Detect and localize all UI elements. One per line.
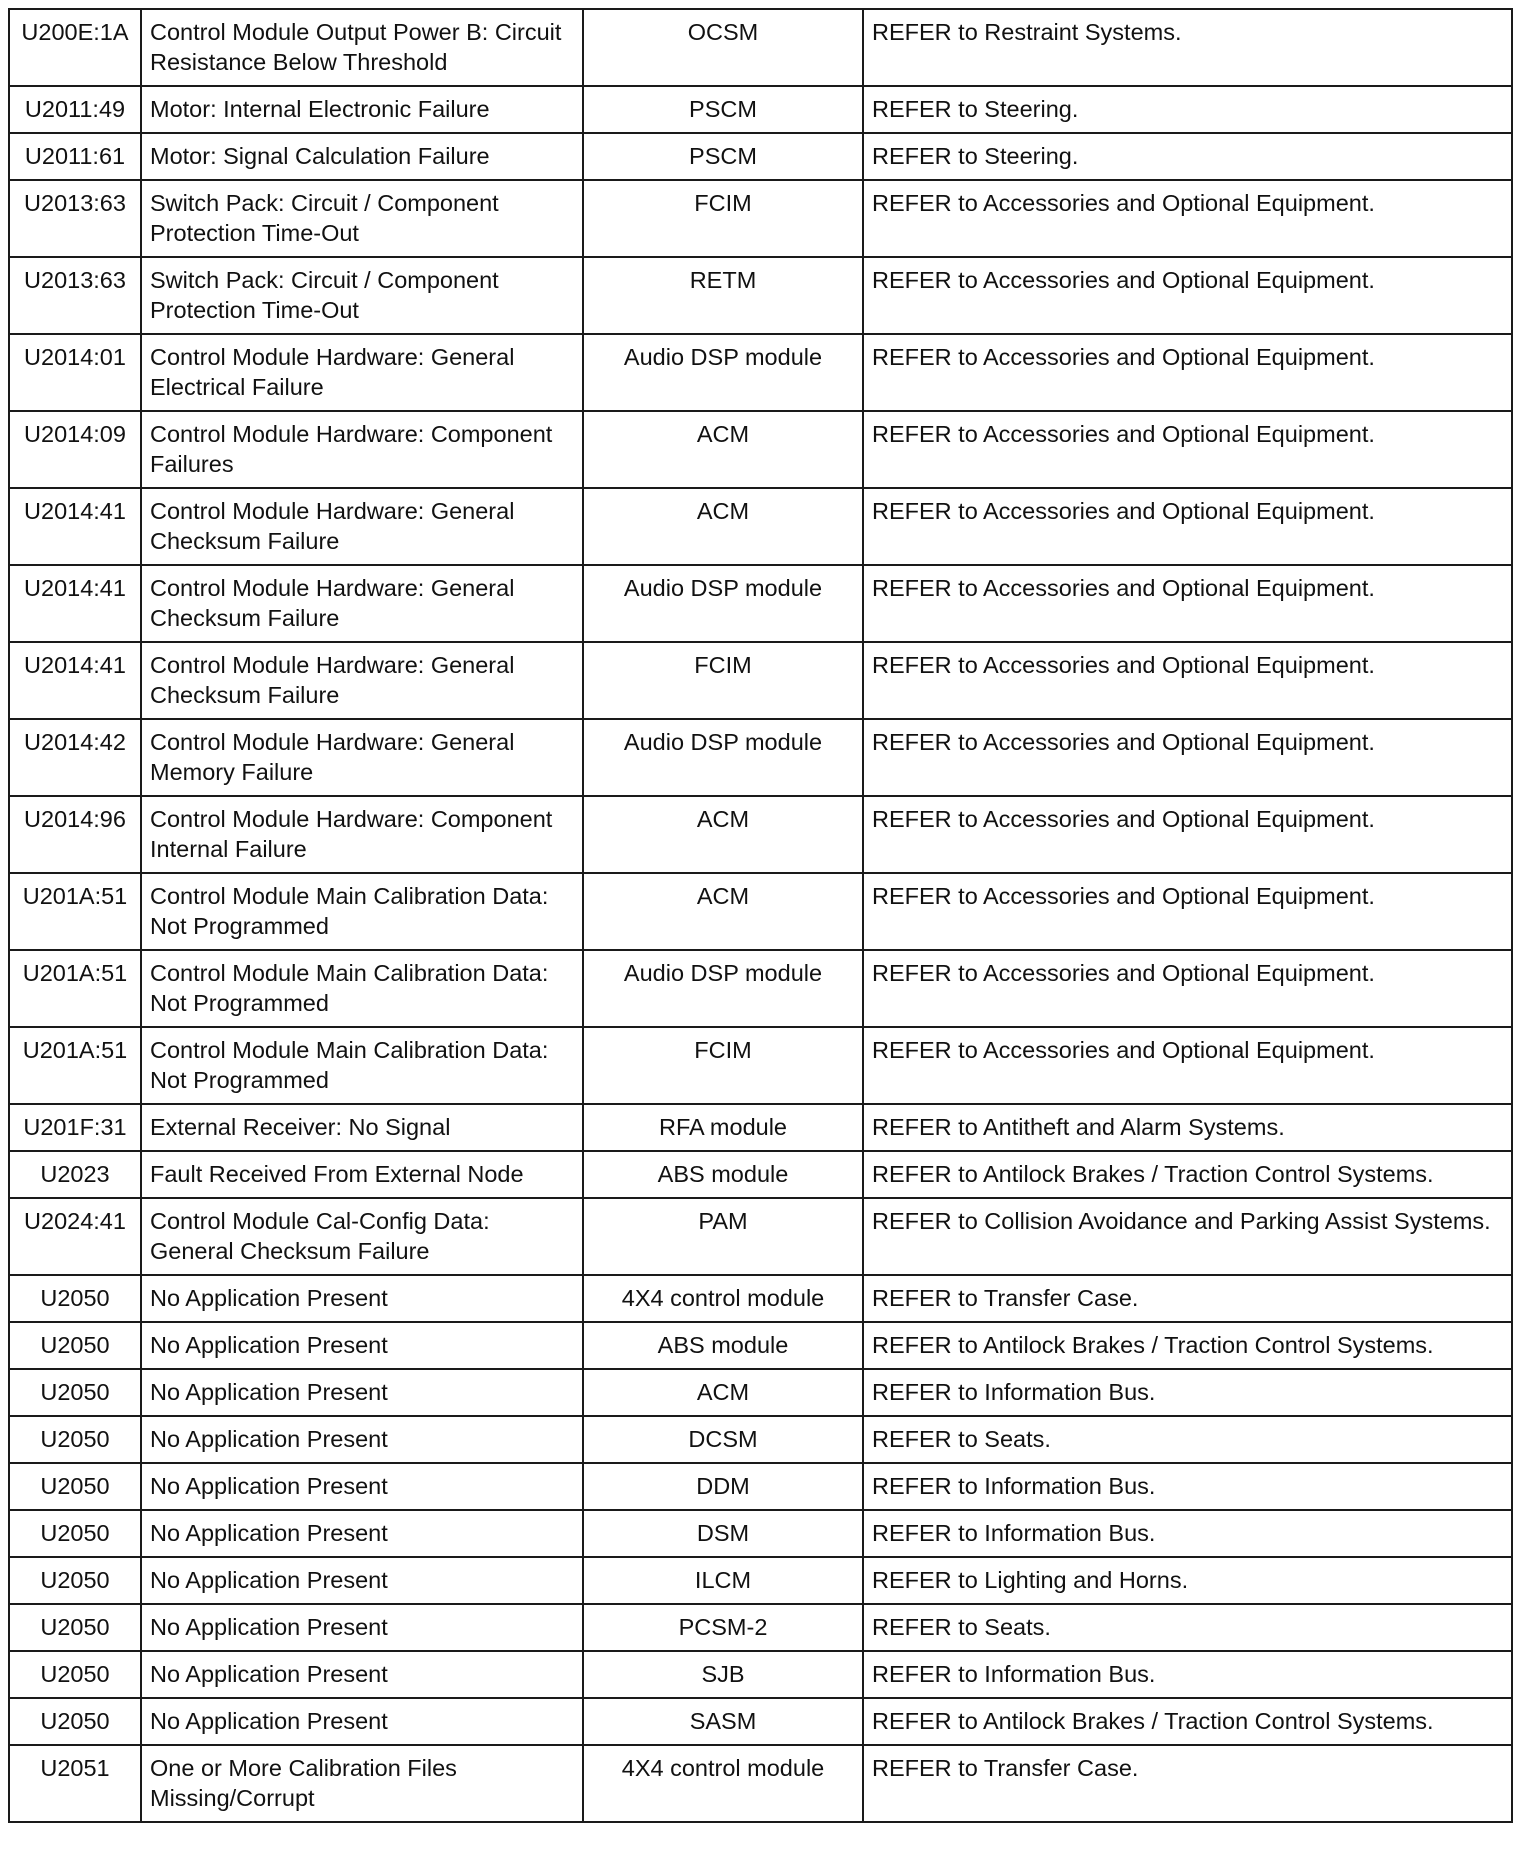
dtc-code-cell: U2023 [9,1151,141,1198]
dtc-module-cell: Audio DSP module [583,950,863,1027]
dtc-description-cell: No Application Present [141,1557,583,1604]
dtc-code-cell: U2050 [9,1557,141,1604]
dtc-description-cell: Motor: Internal Electronic Failure [141,86,583,133]
table-row [9,1416,1512,1463]
table-row [9,1198,1512,1275]
dtc-action-cell: REFER to Antilock Brakes / Traction Control Systems. [863,1151,1512,1198]
table-row [9,1651,1512,1698]
dtc-module-cell: FCIM [583,642,863,719]
dtc-action-cell: REFER to Information Bus. [863,1369,1512,1416]
dtc-description-cell: Control Module Hardware: General Checksum Failure [141,565,583,642]
dtc-module-cell: ILCM [583,1557,863,1604]
dtc-description-cell: Control Module Cal-Config Data: General Checksum Failure [141,1198,583,1275]
dtc-module-cell: ACM [583,1369,863,1416]
dtc-module-cell: ACM [583,796,863,873]
dtc-description-cell: Control Module Hardware: General Checksum Failure [141,642,583,719]
dtc-action-cell: REFER to Restraint Systems. [863,9,1512,86]
dtc-action-cell: REFER to Transfer Case. [863,1745,1512,1822]
dtc-code-cell: U201A:51 [9,873,141,950]
dtc-action-cell: REFER to Information Bus. [863,1510,1512,1557]
dtc-action-cell: REFER to Antilock Brakes / Traction Control Systems. [863,1698,1512,1745]
table-row [9,1463,1512,1510]
dtc-code-cell: U2050 [9,1698,141,1745]
dtc-description-cell: External Receiver: No Signal [141,1104,583,1151]
dtc-code-cell: U2011:61 [9,133,141,180]
dtc-action-cell: REFER to Antitheft and Alarm Systems. [863,1104,1512,1151]
dtc-description-cell: Control Module Hardware: General Memory Failure [141,719,583,796]
dtc-module-cell: PAM [583,1198,863,1275]
dtc-action-cell: REFER to Transfer Case. [863,1275,1512,1322]
dtc-module-cell: SASM [583,1698,863,1745]
dtc-code-cell: U2013:63 [9,257,141,334]
dtc-action-cell: REFER to Seats. [863,1416,1512,1463]
table-row [9,1369,1512,1416]
dtc-module-cell: Audio DSP module [583,334,863,411]
table-row [9,488,1512,565]
dtc-module-cell: ACM [583,411,863,488]
dtc-action-cell: REFER to Steering. [863,86,1512,133]
dtc-code-cell: U2050 [9,1651,141,1698]
dtc-description-cell: Control Module Main Calibration Data: Not Programmed [141,950,583,1027]
table-row [9,1104,1512,1151]
dtc-code-cell: U2050 [9,1275,141,1322]
dtc-module-cell: FCIM [583,180,863,257]
dtc-action-cell: REFER to Collision Avoidance and Parking Assist Systems. [863,1198,1512,1275]
dtc-action-cell: REFER to Antilock Brakes / Traction Control Systems. [863,1322,1512,1369]
table-row [9,950,1512,1027]
dtc-code-cell: U2050 [9,1369,141,1416]
dtc-description-cell: No Application Present [141,1604,583,1651]
dtc-table [8,8,1513,1823]
dtc-action-cell: REFER to Accessories and Optional Equipment. [863,411,1512,488]
dtc-module-cell: DDM [583,1463,863,1510]
table-row [9,1322,1512,1369]
dtc-description-cell: Control Module Output Power B: Circuit Resistance Below Threshold [141,9,583,86]
dtc-action-cell: REFER to Accessories and Optional Equipment. [863,873,1512,950]
dtc-description-cell: No Application Present [141,1416,583,1463]
dtc-description-cell: Control Module Hardware: General Electrical Failure [141,334,583,411]
dtc-action-cell: REFER to Accessories and Optional Equipment. [863,257,1512,334]
dtc-description-cell: One or More Calibration Files Missing/Corrupt [141,1745,583,1822]
dtc-module-cell: PSCM [583,133,863,180]
table-row [9,1698,1512,1745]
dtc-action-cell: REFER to Accessories and Optional Equipment. [863,719,1512,796]
dtc-description-cell: No Application Present [141,1369,583,1416]
table-row [9,719,1512,796]
table-row [9,796,1512,873]
dtc-description-cell: Switch Pack: Circuit / Component Protection Time-Out [141,180,583,257]
table-row [9,565,1512,642]
dtc-code-cell: U2011:49 [9,86,141,133]
dtc-module-cell: SJB [583,1651,863,1698]
dtc-action-cell: REFER to Steering. [863,133,1512,180]
dtc-module-cell: OCSM [583,9,863,86]
dtc-description-cell: No Application Present [141,1698,583,1745]
dtc-module-cell: DSM [583,1510,863,1557]
table-row [9,9,1512,86]
dtc-code-cell: U2050 [9,1322,141,1369]
table-row [9,180,1512,257]
dtc-code-cell: U2014:96 [9,796,141,873]
dtc-code-cell: U201A:51 [9,950,141,1027]
dtc-module-cell: ACM [583,488,863,565]
dtc-action-cell: REFER to Accessories and Optional Equipment. [863,796,1512,873]
dtc-module-cell: Audio DSP module [583,719,863,796]
dtc-code-cell: U2013:63 [9,180,141,257]
table-row [9,1604,1512,1651]
dtc-module-cell: ACM [583,873,863,950]
table-row [9,1557,1512,1604]
dtc-action-cell: REFER to Accessories and Optional Equipment. [863,180,1512,257]
dtc-module-cell: DCSM [583,1416,863,1463]
dtc-action-cell: REFER to Accessories and Optional Equipment. [863,565,1512,642]
table-row [9,1745,1512,1822]
dtc-code-cell: U2050 [9,1463,141,1510]
dtc-module-cell: Audio DSP module [583,565,863,642]
dtc-code-cell: U2014:41 [9,642,141,719]
dtc-module-cell: 4X4 control module [583,1275,863,1322]
dtc-module-cell: ABS module [583,1151,863,1198]
dtc-module-cell: ABS module [583,1322,863,1369]
dtc-description-cell: Control Module Hardware: Component Failures [141,411,583,488]
dtc-description-cell: Control Module Main Calibration Data: Not Programmed [141,1027,583,1104]
table-row [9,257,1512,334]
dtc-description-cell: No Application Present [141,1463,583,1510]
dtc-action-cell: REFER to Seats. [863,1604,1512,1651]
dtc-action-cell: REFER to Accessories and Optional Equipment. [863,1027,1512,1104]
table-row [9,1151,1512,1198]
dtc-code-cell: U201F:31 [9,1104,141,1151]
dtc-code-cell: U2014:09 [9,411,141,488]
table-row [9,1275,1512,1322]
dtc-code-cell: U2050 [9,1416,141,1463]
dtc-code-cell: U200E:1A [9,9,141,86]
table-row [9,873,1512,950]
dtc-code-cell: U2050 [9,1604,141,1651]
table-row [9,642,1512,719]
dtc-module-cell: RFA module [583,1104,863,1151]
dtc-description-cell: Control Module Hardware: General Checksum Failure [141,488,583,565]
dtc-description-cell: No Application Present [141,1510,583,1557]
dtc-description-cell: Control Module Main Calibration Data: Not Programmed [141,873,583,950]
dtc-description-cell: Fault Received From External Node [141,1151,583,1198]
dtc-action-cell: REFER to Information Bus. [863,1651,1512,1698]
dtc-code-cell: U201A:51 [9,1027,141,1104]
table-row [9,86,1512,133]
dtc-action-cell: REFER to Information Bus. [863,1463,1512,1510]
dtc-code-cell: U2050 [9,1510,141,1557]
dtc-module-cell: 4X4 control module [583,1745,863,1822]
dtc-action-cell: REFER to Accessories and Optional Equipment. [863,488,1512,565]
dtc-module-cell: PSCM [583,86,863,133]
dtc-action-cell: REFER to Accessories and Optional Equipment. [863,334,1512,411]
dtc-module-cell: RETM [583,257,863,334]
dtc-action-cell: REFER to Lighting and Horns. [863,1557,1512,1604]
table-row [9,1027,1512,1104]
dtc-module-cell: PCSM-2 [583,1604,863,1651]
dtc-code-cell: U2014:41 [9,488,141,565]
dtc-description-cell: No Application Present [141,1275,583,1322]
table-row [9,133,1512,180]
dtc-code-cell: U2014:42 [9,719,141,796]
table-row [9,334,1512,411]
dtc-code-cell: U2014:41 [9,565,141,642]
table-row [9,1510,1512,1557]
dtc-description-cell: No Application Present [141,1322,583,1369]
dtc-code-cell: U2024:41 [9,1198,141,1275]
dtc-module-cell: FCIM [583,1027,863,1104]
dtc-table-body [9,9,1512,1822]
dtc-code-cell: U2051 [9,1745,141,1822]
dtc-description-cell: No Application Present [141,1651,583,1698]
dtc-code-cell: U2014:01 [9,334,141,411]
dtc-description-cell: Switch Pack: Circuit / Component Protection Time-Out [141,257,583,334]
dtc-description-cell: Motor: Signal Calculation Failure [141,133,583,180]
dtc-action-cell: REFER to Accessories and Optional Equipment. [863,950,1512,1027]
table-row [9,411,1512,488]
dtc-action-cell: REFER to Accessories and Optional Equipment. [863,642,1512,719]
dtc-description-cell: Control Module Hardware: Component Internal Failure [141,796,583,873]
